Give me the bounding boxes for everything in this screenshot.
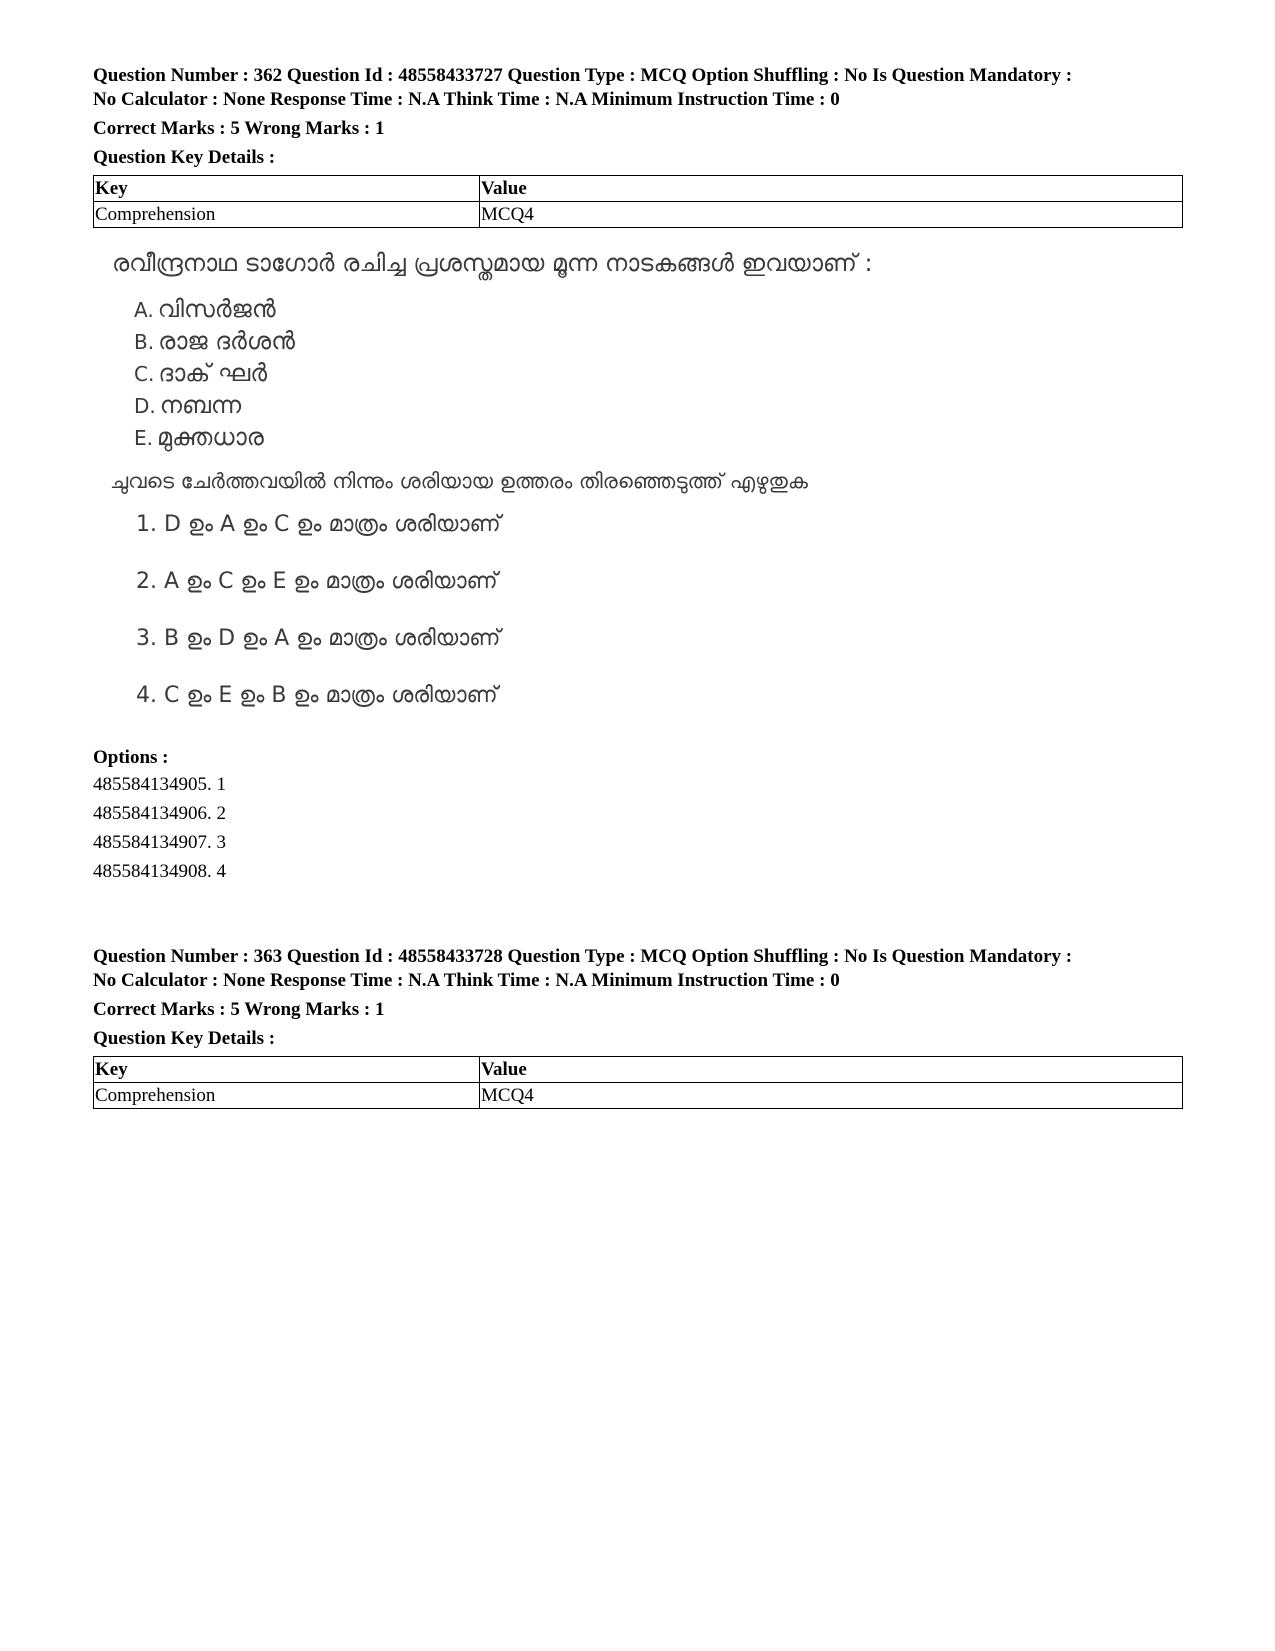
item-letter: A. — [134, 298, 154, 322]
question-362-key-table — [93, 175, 1183, 228]
value-header-cell: Value — [480, 176, 1183, 202]
value-cell: MCQ4 — [480, 1083, 1183, 1109]
list-item — [134, 390, 990, 422]
question-instruction: ചുവടെ ചേർത്തവയിൽ നിന്നും ശരിയായ ഉത്തരം തിരഞ്ഞെടുത്ത് എഴുതുക — [110, 469, 808, 493]
list-item — [134, 358, 990, 390]
question-363-meta-line2: No Calculator : None Response Time : N.A Think Time : N.A Minimum Instruction Time : 0 — [93, 970, 840, 991]
key-header-cell: Key — [94, 176, 480, 202]
item-text: വിസർജൻ — [157, 295, 276, 323]
options-list — [93, 770, 1183, 886]
value-cell: MCQ4 — [480, 202, 1183, 228]
option-item: 485584134908. 4 — [93, 861, 226, 882]
key-header-cell: Key — [94, 1057, 480, 1083]
answer-choice-1: 1. D ഉം A ഉം C ഉം മാത്രം ശരിയാണ് — [136, 512, 501, 537]
list-item — [134, 422, 990, 454]
answer-choices — [136, 510, 990, 738]
item-letter: C. — [134, 362, 155, 386]
key-table-row — [94, 202, 1183, 228]
option-item: 485584134907. 3 — [93, 832, 226, 853]
question-363-marks: Correct Marks : 5 Wrong Marks : 1 — [93, 999, 385, 1020]
item-text: രാജ ദർശൻ — [158, 327, 295, 355]
key-table-row — [94, 1083, 1183, 1109]
options-label: Options : — [93, 747, 169, 768]
question-363-key-table — [93, 1056, 1183, 1109]
item-text: മുക്തധാര — [157, 423, 264, 451]
item-text: നബന്ന — [159, 391, 242, 419]
answer-choice-3: 3. B ഉം D ഉം A ഉം മാത്രം ശരിയാണ് — [136, 626, 501, 651]
question-362-marks: Correct Marks : 5 Wrong Marks : 1 — [93, 118, 385, 139]
question-363-key-details-label: Question Key Details : — [93, 1028, 276, 1049]
key-cell: Comprehension — [94, 1083, 480, 1109]
question-363-block — [93, 945, 1183, 1109]
question-stem: രവീന്ദ്രനാഥ ടാഗോർ രചിച്ച പ്രശസ്തമായ മൂന്ന നാടകങ്ങൾ ഇവയാണ് : — [112, 249, 873, 277]
item-letter: B. — [134, 330, 155, 354]
item-text: ദാക് ഘർ — [158, 359, 268, 387]
question-363-meta — [93, 945, 1183, 993]
drama-list — [134, 294, 990, 454]
answer-choice-2: 2. A ഉം C ഉം E ഉം മാത്രം ശരിയാണ് — [136, 569, 498, 594]
question-362-meta-line2: No Calculator : None Response Time : N.A Think Time : N.A Minimum Instruction Time : 0 — [93, 89, 840, 110]
option-item: 485584134905. 1 — [93, 774, 226, 795]
list-item — [134, 326, 990, 358]
option-item: 485584134906. 2 — [93, 803, 226, 824]
list-item — [134, 294, 990, 326]
question-362-key-details-label: Question Key Details : — [93, 147, 276, 168]
question-362-meta — [93, 64, 1183, 112]
item-letter: E. — [134, 426, 153, 450]
value-header-cell: Value — [480, 1057, 1183, 1083]
question-362-block — [93, 64, 1183, 886]
key-table-header-row — [94, 1057, 1183, 1083]
question-362-meta-line1: Question Number : 362 Question Id : 48558433727 Question Type : MCQ Option Shuffling : No Is Question Mandatory : — [93, 65, 1073, 86]
answer-choice-4: 4. C ഉം E ഉം B ഉം മാത്രം ശരിയാണ് — [136, 683, 498, 708]
question-362-image-content — [110, 246, 990, 738]
item-letter: D. — [134, 394, 156, 418]
question-363-meta-line1: Question Number : 363 Question Id : 48558433728 Question Type : MCQ Option Shuffling : No Is Question Mandatory : — [93, 946, 1073, 967]
key-table-header-row — [94, 176, 1183, 202]
key-cell: Comprehension — [94, 202, 480, 228]
